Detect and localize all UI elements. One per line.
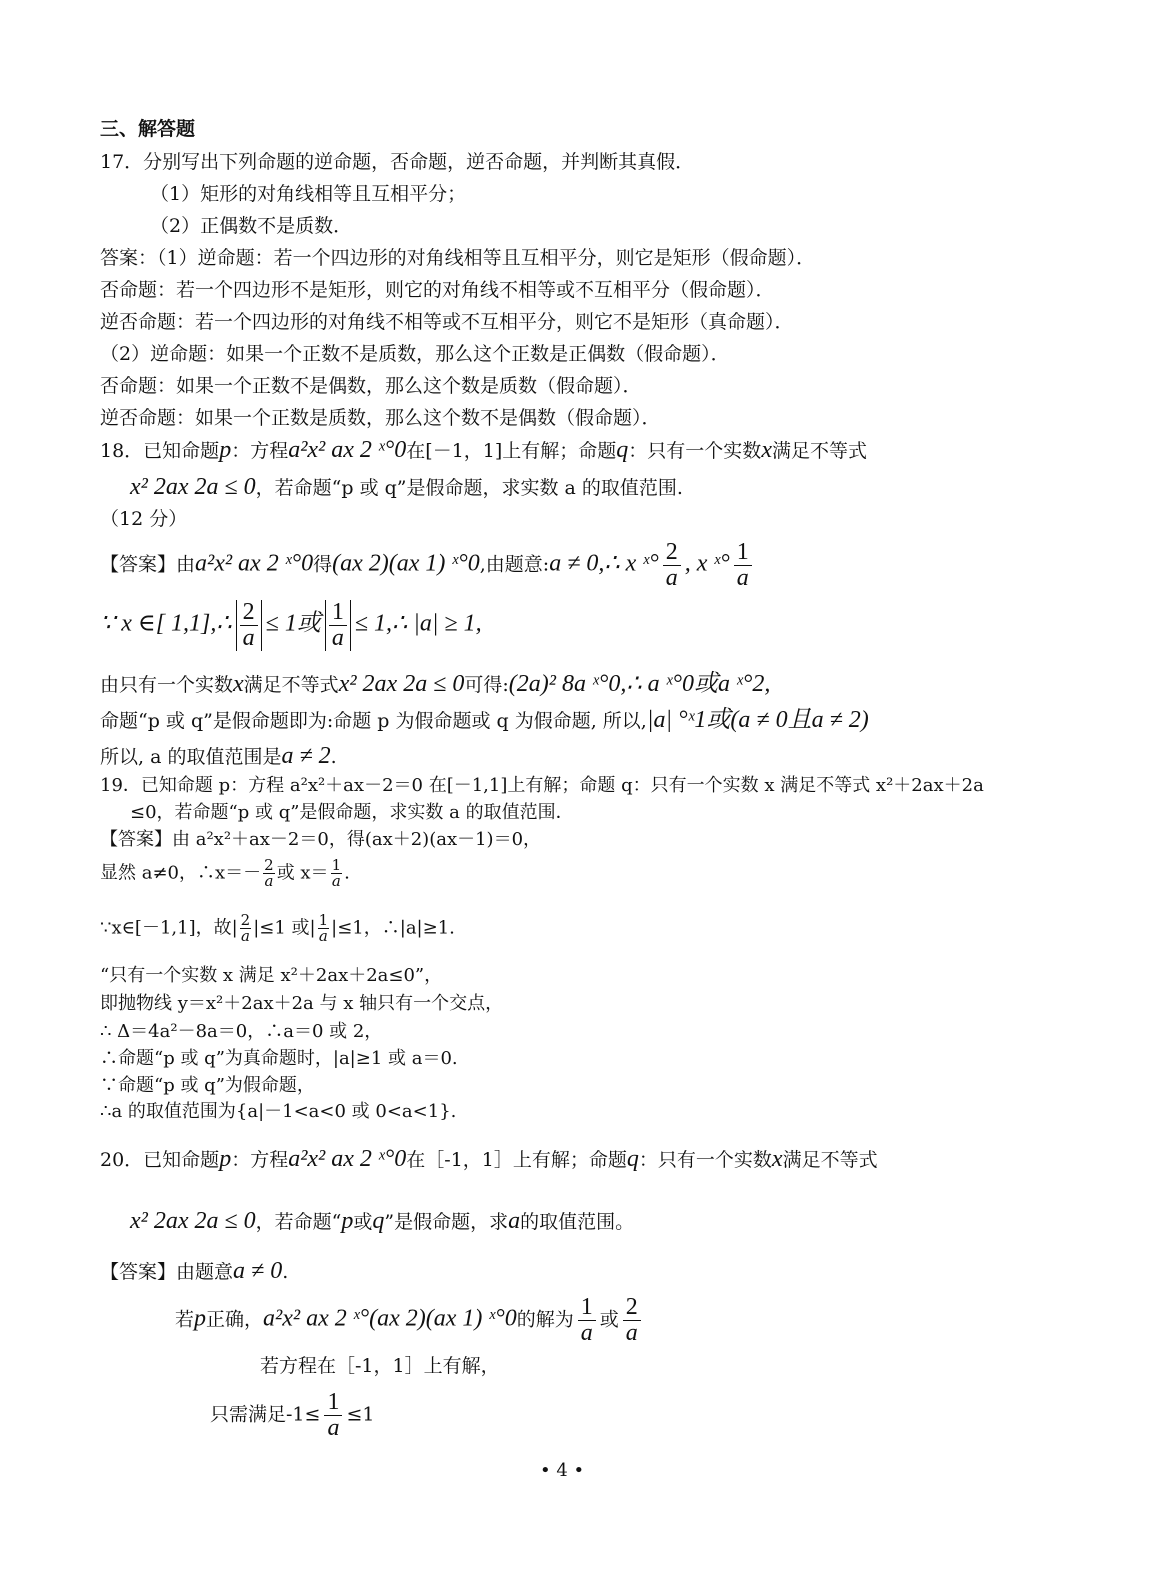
fraction: $\frac{2}{a}$ xyxy=(264,856,274,890)
q20-stem-line-2: x² 2ax 2a ≤ 0，若命题“p或q”是假命题，求a的取值范围。 xyxy=(130,1208,635,1234)
q20-stem-line-1: 20．已知命题p：方程a²x² ax 2 ˣ°0在［-1，1］上有解；命题q：只有一个实数x满足不等式 xyxy=(100,1146,878,1172)
q17-answer-line-5: 否命题：如果一个正数不是偶数，那么这个数是质数（假命题）． xyxy=(100,375,642,397)
absolute-value: $\frac{2}{a}$ xyxy=(236,600,262,651)
q20-answer-line-3: 若方程在［-1，1］上有解， xyxy=(260,1355,500,1377)
fraction: $\frac{1}{a}$ xyxy=(324,1390,342,1441)
q17-answer-line-1: 答案：（1）逆命题：若一个四边形的对角线相等且互相平分，则它是矩形（假命题）． xyxy=(100,247,816,269)
q20-answer-line-2: 若p正确，a²x² ax 2 ˣ°(ax 2)(ax 1) ˣ°0的解为 $\frac{1}{a}$ 或 $\frac{2}{a}$ xyxy=(175,1295,645,1346)
q19-answer-line-8: ∵命题“p 或 q”为假命题， xyxy=(100,1075,315,1096)
fraction: $\frac{1}{a}$ xyxy=(331,856,342,890)
absolute-value: $\frac{1}{a}$ xyxy=(325,600,351,651)
q20-answer-line-1: 【答案】由题意a ≠ 0. xyxy=(100,1258,289,1284)
q19-answer-line-1: 【答案】由 a²x²＋ax－2＝0，得(ax＋2)(ax－1)＝0， xyxy=(100,829,542,850)
fraction: $\frac{2}{a}$ xyxy=(663,540,681,591)
fraction: $\frac{2}{a}$ xyxy=(623,1295,641,1346)
q19-answer-line-4: “只有一个实数 x 满足 x²＋2ax＋2a≤0”， xyxy=(100,965,443,986)
fraction: $\frac{2}{a}$ xyxy=(240,911,251,945)
q18-answer-line-4: 命题“p 或 q”是假命题即为:命题 p 为假命题或 q 为假命题, 所以,|a| °ˣ1或(a ≠ 0且a ≠ 2) xyxy=(100,707,869,733)
q18-equation: a²x² ax 2 ˣ°0 xyxy=(288,437,407,463)
fraction: $\frac{1}{a}$ xyxy=(578,1295,596,1346)
q18-stem-line-2: x² 2ax 2a ≤ 0，若命题“p 或 q”是假命题，求实数 a 的取值范围. xyxy=(130,474,683,500)
fraction: $\frac{1}{a}$ xyxy=(318,911,329,945)
q20-answer-line-4: 只需满足-1≤ $\frac{1}{a}$ ≤1 xyxy=(210,1389,375,1442)
q19-answer-line-5: 即抛物线 y＝x²＋2ax＋2a 与 x 轴只有一个交点， xyxy=(100,993,504,1014)
q18-answer-line-3: 由只有一个实数x满足不等式x² 2ax 2a ≤ 0可得:(2a)² 8a ˣ°0,∴ a ˣ°0或a ˣ°2, xyxy=(100,671,771,697)
q19-stem-line-1: 19．已知命题 p：方程 a²x²＋ax－2＝0 在[－1,1]上有解；命题 q：只有一个实数 x 满足不等式 x²＋2ax＋2a xyxy=(100,775,984,796)
q19-answer-line-9: ∴a 的取值范围为{a|－1<a<0 或 0<a<1}. xyxy=(100,1101,457,1122)
q19-answer-line-7: ∴命题“p 或 q”为真命题时，|a|≥1 或 a＝0. xyxy=(100,1048,458,1069)
q19-answer-line-6: ∴ Δ＝4a²－8a＝0，∴a＝0 或 2， xyxy=(100,1021,383,1042)
q17-answer-line-2: 否命题：若一个四边形不是矩形，则它的对角线不相等或不互相平分（假命题）． xyxy=(100,279,775,301)
q18-stem-line-1: 18．已知命题p：方程a²x² ax 2 ˣ°0在[－1，1]上有解；命题q：只有一个实数x满足不等式 xyxy=(100,437,867,463)
q18-inequality: x² 2ax 2a ≤ 0 xyxy=(130,474,256,500)
q17-item-1: （1）矩形的对角线相等且互相平分； xyxy=(150,183,467,205)
fraction: $\frac{1}{a}$ xyxy=(734,540,752,591)
q17-item-2: （2）正偶数不是质数． xyxy=(150,215,353,237)
q19-stem-line-2: ≤0，若命题“p 或 q”是假命题，求实数 a 的取值范围． xyxy=(130,802,574,823)
q18-score: （12 分） xyxy=(100,508,188,530)
q18-answer-line-5: 所以, a 的取值范围是a ≠ 2. xyxy=(100,743,337,769)
section-title: 三、解答题 xyxy=(100,118,196,140)
q18-answer-line-2: ∵ x ∈[ 1,1],∴ $\frac{2}{a}$ ≤ 1或 $\frac{1}{a}$ ≤ 1,∴ |a| ≥ 1, xyxy=(100,599,482,652)
q17-answer-line-6: 逆否命题：如果一个正数是质数，那么这个数不是偶数（假命题）． xyxy=(100,407,661,429)
q17-answer-line-3: 逆否命题：若一个四边形的对角线不相等或不互相平分，则它不是矩形（真命题）． xyxy=(100,311,794,333)
q19-answer-line-3: ∵x∈[－1,1]，故| $\frac{2}{a}$ |≤1 或| $\frac{1}{a}$ |≤1，∴|a|≥1. xyxy=(100,911,455,945)
q19-answer-line-2: 显然 a≠0，∴x＝－ $\frac{2}{a}$ 或 x＝ $\frac{1}{a}$ . xyxy=(100,856,350,890)
q17-answer-line-4: （2）逆命题：如果一个正数不是质数，那么这个正数是正偶数（假命题）． xyxy=(100,343,730,365)
q18-answer-line-1: 【答案】由a²x² ax 2 ˣ°0得(ax 2)(ax 1) ˣ°0,由题意:a ≠ 0,∴ x ˣ° $\frac{2}{a}$ , x ˣ° $\frac{1}{a}$ xyxy=(100,540,756,591)
q17-stem: 17．分别写出下列命题的逆命题，否命题，逆否命题，并判断其真假． xyxy=(100,151,695,173)
page-number: • 4 • xyxy=(540,1460,585,1481)
